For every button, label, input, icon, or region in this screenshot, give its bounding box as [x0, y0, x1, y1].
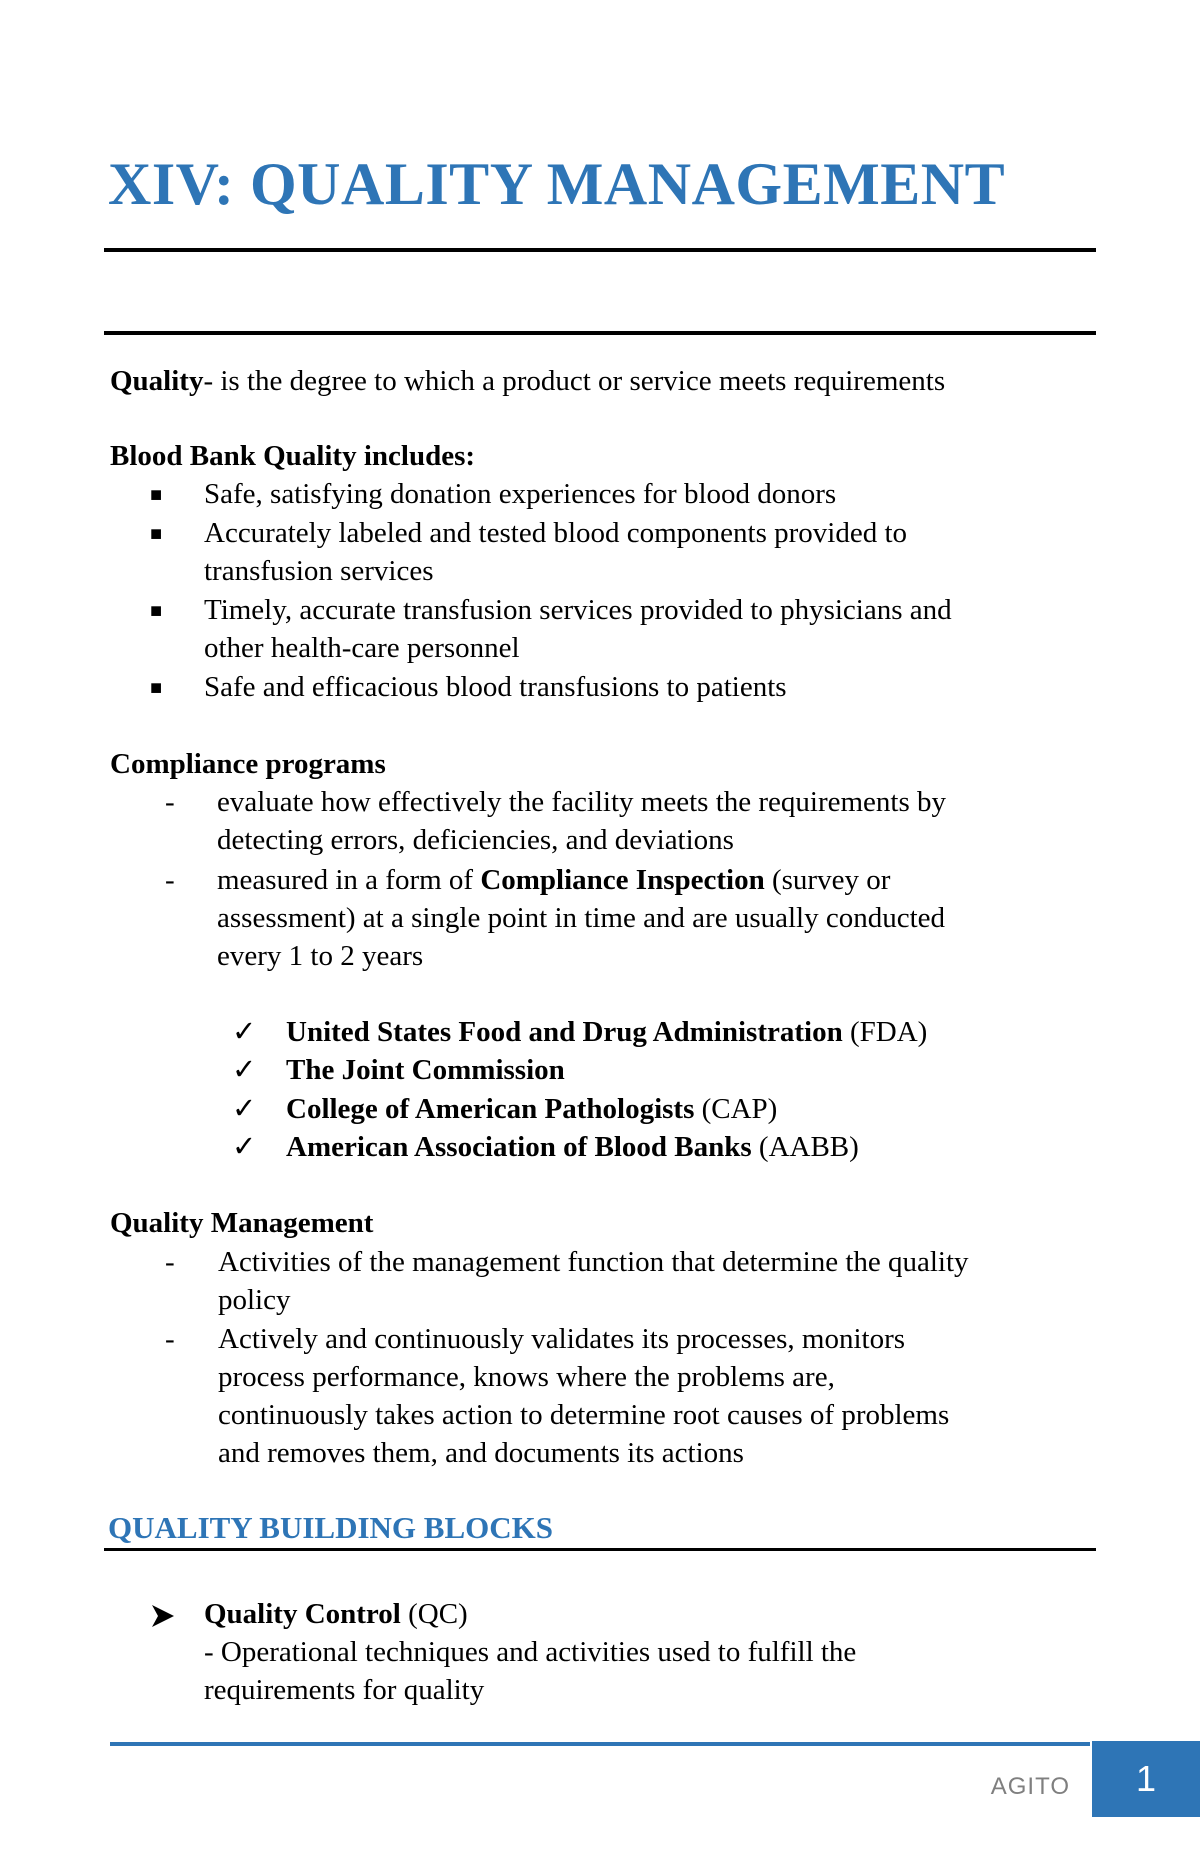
page-title: XIV: QUALITY MANAGEMENT [108, 151, 1006, 217]
dash-bullet: - [165, 864, 175, 896]
checkmark-icon: ✓ [232, 1054, 257, 1086]
qc-item [204, 1595, 468, 1633]
agency-item [286, 1128, 859, 1166]
agency-abbr: (FDA) [842, 1016, 928, 1048]
building-blocks-rule [104, 1548, 1096, 1551]
checkmark-icon: ✓ [232, 1131, 257, 1163]
qc-name: Quality Control [204, 1598, 401, 1630]
arrowhead-bullet-icon [150, 1595, 176, 1633]
compliance-item-2-post: (survey or [764, 864, 891, 896]
dash-bullet: - [165, 1246, 175, 1278]
compliance-item-2 [217, 861, 890, 899]
checkmark-icon: ✓ [232, 1016, 257, 1048]
blood-bank-item-4: Safe and efficacious blood transfusions to patients [204, 671, 787, 703]
quality-term: Quality [110, 365, 204, 397]
agency-abbr: (CAP) [694, 1093, 778, 1125]
agency-item [286, 1051, 565, 1089]
building-blocks-heading: QUALITY BUILDING BLOCKS [108, 1510, 554, 1545]
compliance-inspection-term: Compliance Inspection [480, 864, 765, 896]
square-bullet-icon: ■ [150, 484, 163, 506]
qm-item-1: Activities of the management function that determine the quality [218, 1246, 969, 1278]
qc-abbr: (QC) [400, 1598, 468, 1630]
compliance-item-2-cont: assessment) at a single point in time and are usually conducted [217, 902, 946, 934]
blood-bank-item-3-cont: other health-care personnel [204, 632, 520, 664]
square-bullet-icon: ■ [150, 600, 163, 622]
agency-name: American Association of Blood Banks [286, 1131, 752, 1163]
qc-desc-cont: requirements for quality [204, 1674, 485, 1706]
quality-definition [110, 362, 945, 400]
blood-bank-item-1: Safe, satisfying donation experiences for blood donors [204, 478, 837, 510]
title-rule-bottom [104, 331, 1096, 335]
square-bullet-icon: ■ [150, 523, 163, 545]
footer-rule [110, 1742, 1090, 1746]
quality-management-heading: Quality Management [110, 1207, 374, 1239]
compliance-item-1: evaluate how effectively the facility meets the requirements by [217, 786, 947, 818]
square-bullet-icon: ■ [150, 677, 163, 699]
qm-item-1-cont: policy [218, 1284, 291, 1316]
checkmark-icon: ✓ [232, 1093, 257, 1125]
dash-bullet: - [165, 1323, 175, 1355]
footer-label: AGITO [990, 1773, 1070, 1800]
agency-abbr: (AABB) [751, 1131, 859, 1163]
compliance-heading: Compliance programs [110, 748, 386, 780]
qm-item-2-cont: continuously takes action to determine root causes of problems [218, 1399, 950, 1431]
compliance-item-1-cont: detecting errors, deficiencies, and deviations [217, 824, 734, 856]
blood-bank-item-2: Accurately labeled and tested blood components provided to [204, 517, 908, 549]
title-rule-top [104, 248, 1096, 252]
agency-name: College of American Pathologists [286, 1093, 695, 1125]
agency-item [286, 1013, 927, 1051]
page-number: 1 [1092, 1741, 1200, 1817]
agency-item [286, 1090, 777, 1128]
blood-bank-heading: Blood Bank Quality includes: [110, 440, 476, 472]
blood-bank-item-3: Timely, accurate transfusion services provided to physicians and [204, 594, 952, 626]
qc-desc: - Operational techniques and activities used to fulfill the [204, 1636, 857, 1668]
qm-item-2-cont: and removes them, and documents its actions [218, 1437, 744, 1469]
qm-item-2-cont: process performance, knows where the problems are, [218, 1361, 835, 1393]
compliance-item-2-pre: measured in a form of [217, 864, 481, 896]
agency-name: The Joint Commission [286, 1054, 565, 1086]
qm-item-2: Actively and continuously validates its processes, monitors [218, 1323, 906, 1355]
agency-name: United States Food and Drug Administration [286, 1016, 843, 1048]
blood-bank-item-2-cont: transfusion services [204, 555, 434, 587]
dash-bullet: - [165, 786, 175, 818]
quality-text: - is the degree to which a product or service meets requirements [203, 365, 946, 397]
compliance-item-2-cont2: every 1 to 2 years [217, 940, 424, 972]
